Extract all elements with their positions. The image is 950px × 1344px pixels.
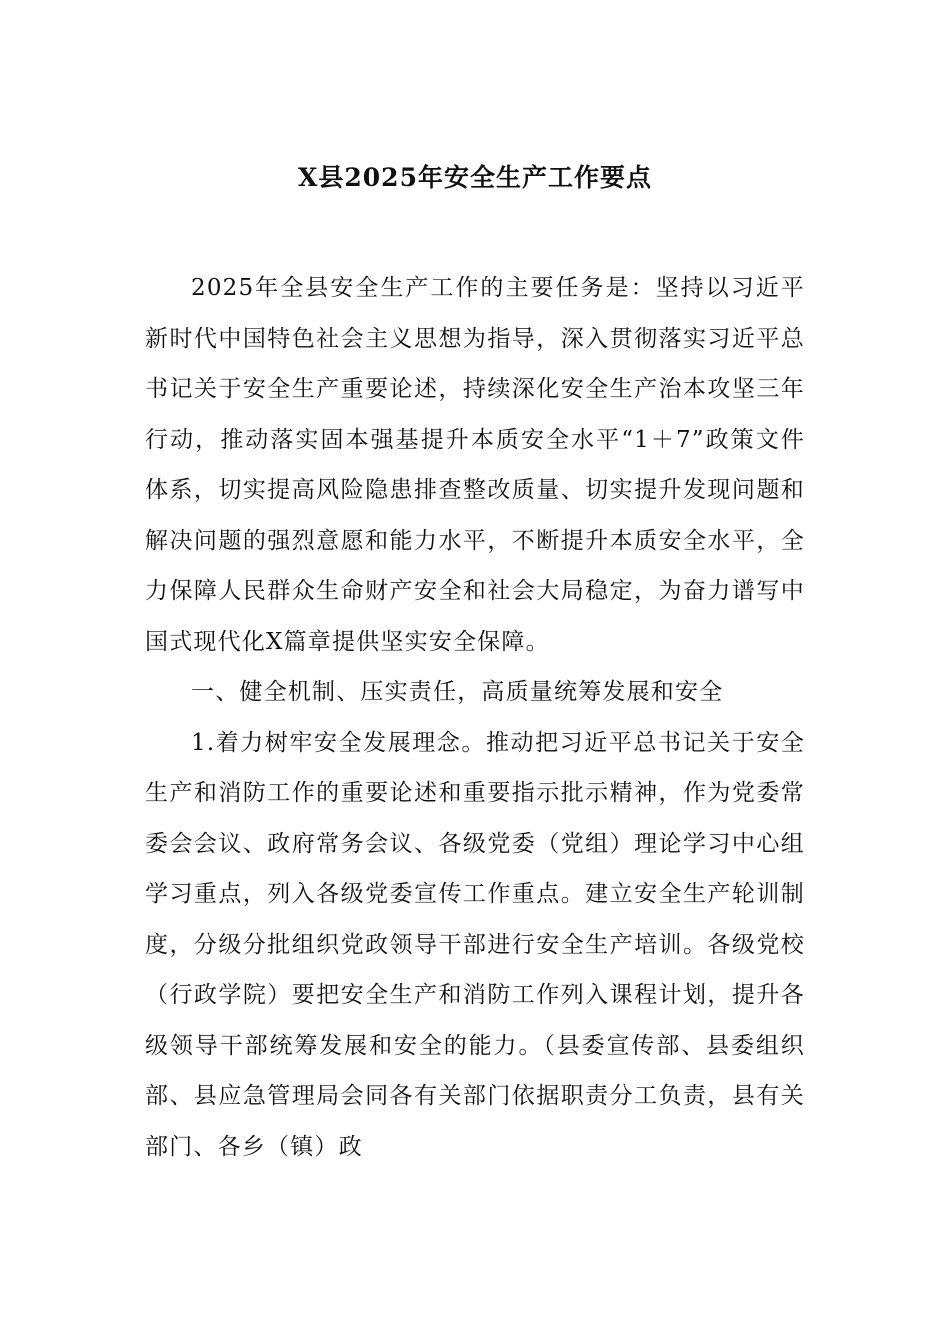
document-body <box>145 263 805 1172</box>
item-paragraph: 1.着力树牢安全发展理念。推动把习近平总书记关于安全生产和消防工作的重要论述和重要指示批示精神，作为党委常委会会议、政府常务会议、各级党委（党组）理论学习中心组学习重点，列入各级党委宣传工作重点。建立安全生产轮训制度，分级分批组织党政领导干部进行安全生产培训。各级党校（行政学院）要把安全生产和消防工作列入课程计划，提升各级领导干部统筹发展和安全的能力。（县委宣传部、县委组织部、县应急管理局会同各有关部门依据职责分工负责，县有关部门、各乡（镇）政 <box>145 729 805 1160</box>
intro-paragraph: 2025年全县安全生产工作的主要任务是：坚持以习近平新时代中国特色社会主义思想为指导，深入贯彻落实习近平总书记关于安全生产重要论述，持续深化安全生产治本攻坚三年行动，推动落实固本强基提升本质安全水平“1＋7”政策文件体系，切实提高风险隐患排查整改质量、切实提升发现问题和解决问题的强烈意愿和能力水平，不断提升本质安全水平，全力保障人民群众生命财产安全和社会大局稳定，为奋力谱写中国式现代化X篇章提供坚实安全保障。 <box>145 275 805 655</box>
document-title: X县2025年安全生产工作要点 <box>298 163 652 192</box>
section-heading: 一、健全机制、压实责任，高质量统筹发展和安全 <box>191 679 724 705</box>
